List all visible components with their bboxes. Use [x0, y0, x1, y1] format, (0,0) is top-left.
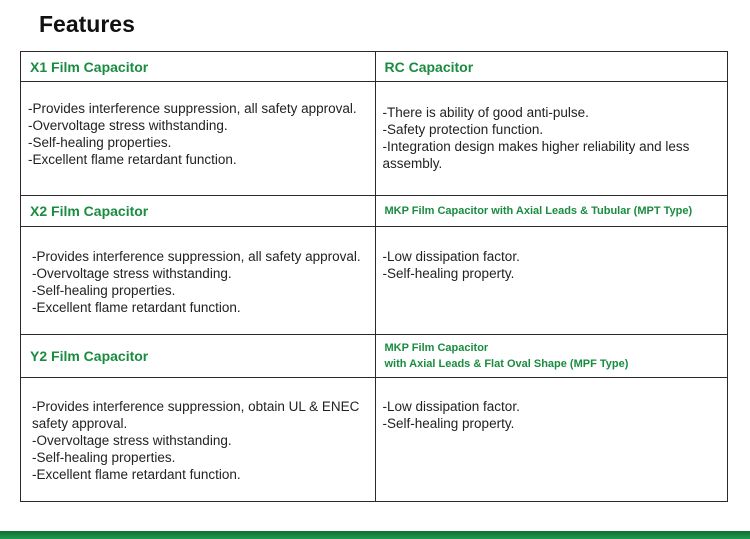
- cell-heading-x2: X2 Film Capacitor: [21, 196, 376, 227]
- cell-body-mpt: [375, 227, 728, 335]
- heading-line: MKP Film Capacitor: [384, 342, 489, 354]
- cell-heading-x1: X1 Film Capacitor: [21, 52, 376, 82]
- feature-line: -Excellent flame retardant function.: [32, 300, 241, 315]
- cell-body-mpf: [375, 378, 728, 502]
- cell-heading-mpt: MKP Film Capacitor with Axial Leads & Tubular (MPT Type): [375, 196, 728, 227]
- body-row: [21, 227, 728, 335]
- feature-line: -Provides interference suppression, all safety approval.: [32, 249, 361, 264]
- feature-line: -Overvoltage stress withstanding.: [32, 266, 232, 281]
- feature-line: -Overvoltage stress withstanding.: [32, 433, 232, 448]
- cell-heading-rc: RC Capacitor: [375, 52, 728, 82]
- cell-heading-y2: Y2 Film Capacitor: [21, 335, 376, 378]
- feature-line: -Provides interference suppression, obtain UL & ENEC safety approval.: [32, 399, 360, 431]
- cell-body-x2: [21, 227, 376, 335]
- feature-line: -Self-healing properties.: [28, 135, 172, 150]
- feature-line: -Low dissipation factor.: [382, 399, 520, 414]
- cell-body-y2: [21, 378, 376, 502]
- feature-line: -Self-healing properties.: [32, 450, 176, 465]
- cell-body-rc: [375, 82, 728, 196]
- feature-line: -Excellent flame retardant function.: [28, 152, 237, 167]
- heading-line: with Axial Leads & Flat Oval Shape (MPF Type): [384, 358, 629, 370]
- feature-line: -Excellent flame retardant function.: [32, 467, 241, 482]
- cell-body-x1: [21, 82, 376, 196]
- header-row: [21, 52, 728, 82]
- feature-line: -There is ability of good anti-pulse.: [382, 105, 589, 120]
- feature-line: -Low dissipation factor.: [382, 249, 520, 264]
- header-row: [21, 196, 728, 227]
- bottom-border: [0, 531, 750, 539]
- page-title: Features: [39, 11, 135, 37]
- features-table: [20, 51, 728, 502]
- feature-line: -Self-healing properties.: [32, 283, 176, 298]
- body-row: [21, 378, 728, 502]
- feature-line: -Overvoltage stress withstanding.: [28, 118, 228, 133]
- cell-heading-mpf: [375, 335, 728, 378]
- feature-line: -Provides interference suppression, all safety approval.: [28, 101, 357, 116]
- body-row: [21, 82, 728, 196]
- feature-line: -Self-healing property.: [382, 266, 515, 281]
- feature-line: -Integration design makes higher reliability and less assembly.: [382, 139, 690, 171]
- feature-line: -Safety protection function.: [382, 122, 544, 137]
- header-row: [21, 335, 728, 378]
- feature-line: -Self-healing property.: [382, 416, 515, 431]
